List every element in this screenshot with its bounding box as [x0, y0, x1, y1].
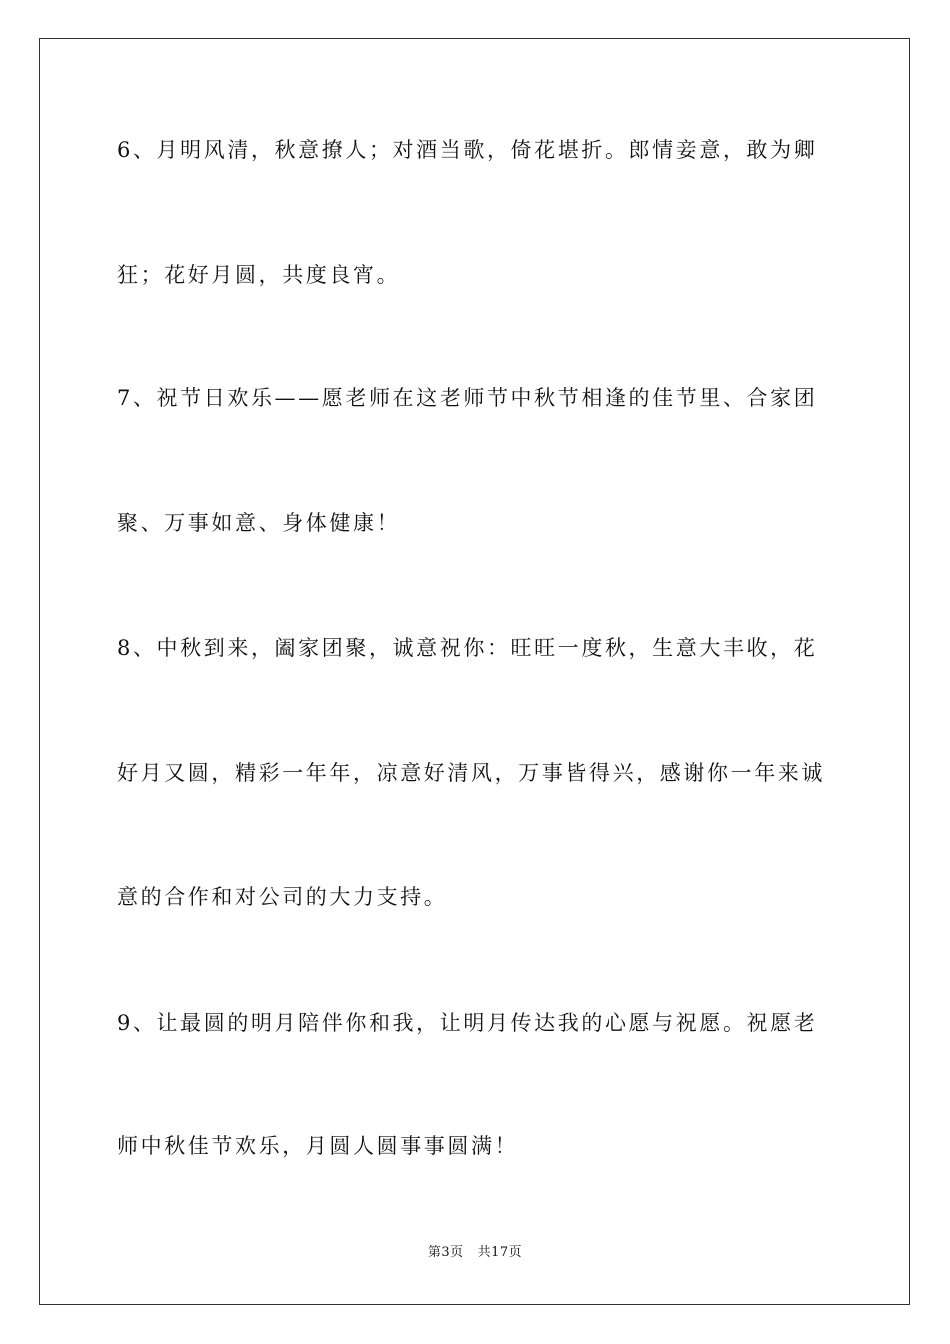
text-line: 聚、万事如意、身体健康！ [117, 511, 401, 535]
text-line: 9、让最圆的明月陪伴你和我，让明月传达我的心愿与祝愿。祝愿老 [117, 1011, 818, 1035]
page-total: 共17页 [477, 1245, 523, 1260]
text-line: 师中秋佳节欢乐，月圆人圆事事圆满！ [117, 1134, 519, 1158]
text-line: 7、祝节日欢乐——愿老师在这老师节中秋节相逢的佳节里、合家团 [117, 386, 818, 410]
text-line: 8、中秋到来，阖家团聚，诚意祝你：旺旺一度秋，生意大丰收，花 [117, 636, 818, 660]
text-line: 意的合作和对公司的大力支持。 [117, 885, 448, 909]
page-frame [39, 38, 910, 1305]
page-footer [0, 1244, 950, 1262]
text-line: 狂；花好月圆，共度良宵。 [117, 263, 401, 287]
text-line: 好月又圆，精彩一年年，凉意好清风，万事皆得兴，感谢你一年来诚 [117, 761, 825, 785]
page-number: 第3页 [427, 1245, 464, 1260]
text-line: 6、月明风清，秋意撩人；对酒当歌，倚花堪折。郎情妾意，敢为卿 [117, 138, 818, 162]
